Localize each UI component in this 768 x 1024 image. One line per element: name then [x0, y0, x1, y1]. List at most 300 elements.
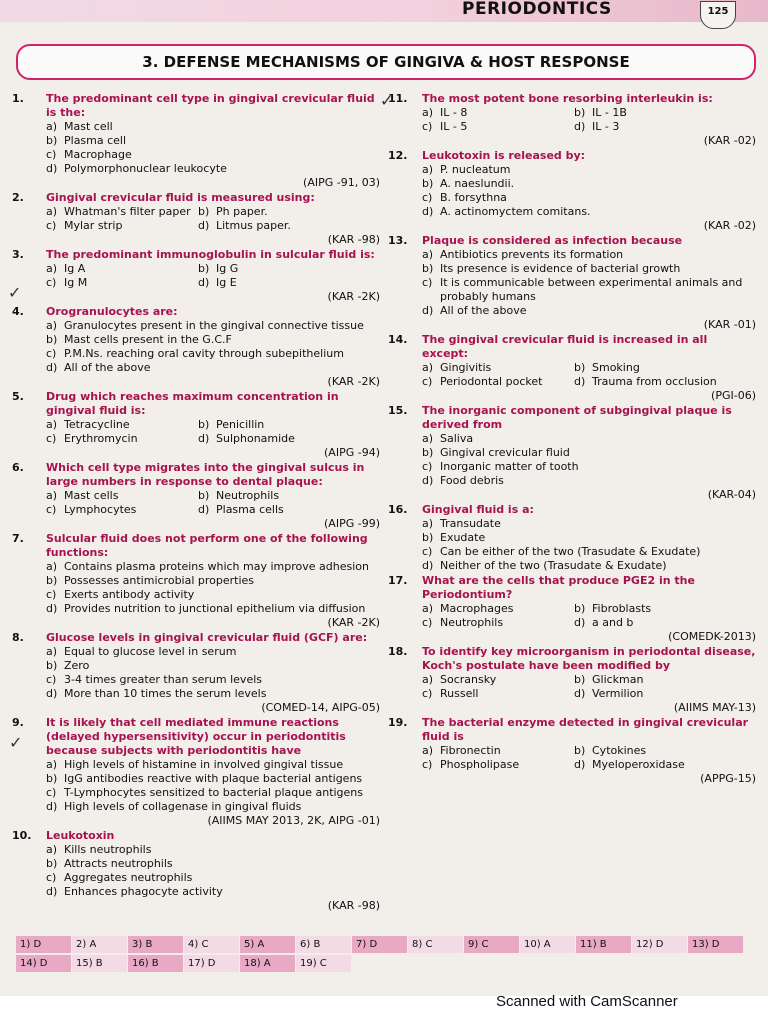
option	[46, 885, 380, 899]
option-text: IL - 5	[440, 120, 468, 133]
question	[388, 645, 756, 715]
pen-tick-mark: ✓	[380, 91, 394, 110]
question	[388, 149, 756, 233]
option-letter: c)	[46, 588, 57, 601]
exam-reference: (AIPG -99)	[324, 517, 380, 530]
option-letter: c)	[422, 120, 433, 133]
left-column	[12, 92, 380, 914]
option	[46, 134, 380, 148]
option-text: Can be either of the two (Trasudate & Exudate)	[440, 545, 701, 558]
answer-cell: 11) B	[576, 936, 631, 953]
option-text: Phospholipase	[440, 758, 520, 771]
option-text: Enhances phagocyte activity	[64, 885, 223, 898]
option-text: All of the above	[440, 304, 527, 317]
option-letter: b)	[198, 205, 210, 218]
option-letter: d)	[574, 687, 586, 700]
option	[46, 361, 380, 375]
option	[46, 333, 380, 347]
option	[422, 191, 756, 205]
question-number: 10.	[12, 829, 32, 842]
option	[422, 361, 574, 375]
option-letter: d)	[422, 304, 434, 317]
option	[46, 560, 380, 574]
exam-reference: (KAR -02)	[703, 219, 756, 232]
option-text: Gingival crevicular fluid	[440, 446, 570, 459]
option-text: P.M.Ns. reaching oral cavity through subepithelium	[64, 347, 344, 360]
question	[388, 333, 756, 403]
option-letter: c)	[422, 758, 433, 771]
option-letter: b)	[422, 177, 434, 190]
option	[46, 687, 380, 701]
option-letter: a)	[46, 489, 58, 502]
option	[422, 517, 756, 531]
option-letter: a)	[422, 432, 434, 445]
option-letter: c)	[46, 347, 57, 360]
question	[12, 92, 380, 190]
answer-cell: 19) C	[296, 955, 351, 972]
option-letter: c)	[46, 219, 57, 232]
option	[198, 205, 380, 219]
option-text: A. actinomyctem comitans.	[440, 205, 591, 218]
option	[198, 418, 380, 432]
option-letter: d)	[574, 616, 586, 629]
option-letter: a)	[422, 248, 434, 261]
question-stem	[388, 716, 756, 744]
option-letter: c)	[46, 673, 57, 686]
options	[422, 744, 756, 772]
option-text: High levels of histamine in involved gingival tissue	[64, 758, 344, 771]
options	[46, 758, 380, 814]
question-number: 2.	[12, 191, 24, 204]
option-text: Penicillin	[216, 418, 265, 431]
option	[422, 673, 574, 687]
option-letter: c)	[46, 503, 57, 516]
option-text: Mast cells	[64, 489, 119, 502]
exam-reference: (KAR -2K)	[327, 290, 380, 303]
option-text: Neutrophils	[216, 489, 280, 502]
option	[198, 262, 380, 276]
header-band	[0, 0, 768, 22]
question-stem	[388, 92, 756, 106]
option-letter: b)	[198, 262, 210, 275]
option-letter: a)	[46, 843, 58, 856]
answer-cell: 16) B	[128, 955, 183, 972]
options	[422, 432, 756, 488]
option-letter: d)	[198, 276, 210, 289]
option-text: Macrophage	[64, 148, 132, 161]
option-letter: c)	[422, 460, 433, 473]
options	[46, 319, 380, 375]
option-text: T-Lymphocytes sensitized to bacterial plaque antigens	[64, 786, 364, 799]
question-number: 4.	[12, 305, 24, 318]
exam-reference: (KAR -98)	[327, 233, 380, 246]
question-stem	[12, 716, 380, 758]
option	[422, 545, 756, 559]
option-text: IL - 8	[440, 106, 468, 119]
answer-cell: 1) D	[16, 936, 71, 953]
answer-cell: 10) A	[520, 936, 575, 953]
exam-reference: (AIIMS MAY-13)	[673, 701, 756, 714]
question-stem	[12, 390, 380, 418]
options	[422, 602, 756, 630]
options	[422, 361, 756, 389]
option-text: Ig E	[216, 276, 237, 289]
question-number: 12.	[388, 149, 408, 162]
option	[198, 219, 380, 233]
option-text: Ig G	[216, 262, 239, 275]
exam-reference: (COMEDK-2013)	[668, 630, 756, 643]
question-text: What are the cells that produce PGE2 in the Periodontium?	[422, 574, 695, 601]
question-number: 17.	[388, 574, 408, 587]
exam-reference: (KAR -02)	[703, 134, 756, 147]
question-stem	[12, 191, 380, 205]
option-letter: a)	[46, 120, 58, 133]
option	[46, 347, 380, 361]
question	[12, 461, 380, 531]
options	[422, 517, 756, 573]
option	[422, 446, 756, 460]
question-stem	[12, 829, 380, 843]
answer-cell: 7) D	[352, 936, 407, 953]
option-text: Glickman	[592, 673, 644, 686]
answer-cell: 18) A	[240, 955, 295, 972]
question-text: Orogranulocytes are:	[46, 305, 178, 318]
option	[574, 758, 756, 772]
option	[46, 659, 380, 673]
exam-reference: (AIPG -94)	[324, 446, 380, 459]
options	[46, 645, 380, 701]
question	[12, 716, 380, 828]
question-stem	[388, 503, 756, 517]
question-text: Drug which reaches maximum concentration in gingival fluid is:	[46, 390, 339, 417]
option-letter: b)	[422, 262, 434, 275]
option-letter: a)	[422, 517, 434, 530]
option-text: Smoking	[592, 361, 640, 374]
option	[46, 800, 380, 814]
question	[12, 631, 380, 715]
answer-cell: 4) C	[184, 936, 239, 953]
question	[12, 248, 380, 304]
option-letter: c)	[46, 432, 57, 445]
option-text: Zero	[64, 659, 90, 672]
option-letter: d)	[574, 758, 586, 771]
option	[46, 219, 198, 233]
options	[46, 205, 380, 233]
exam-reference: (PGI-06)	[711, 389, 756, 402]
option	[46, 262, 198, 276]
option	[46, 673, 380, 687]
option-letter: d)	[574, 120, 586, 133]
option	[46, 857, 380, 871]
option	[198, 432, 380, 446]
answer-cell: 17) D	[184, 955, 239, 972]
option-text: Sulphonamide	[216, 432, 295, 445]
option-text: Neither of the two (Trasudate & Exudate)	[440, 559, 667, 572]
option-letter: b)	[574, 106, 586, 119]
exam-reference: (APPG-15)	[700, 772, 756, 785]
question-stem	[12, 92, 380, 120]
option-letter: b)	[422, 531, 434, 544]
question-stem	[388, 333, 756, 361]
answer-key	[16, 936, 760, 974]
option-letter: b)	[46, 574, 58, 587]
question-text: The predominant immunoglobulin in sulcular fluid is:	[46, 248, 375, 261]
option-text: A. naeslundii.	[440, 177, 515, 190]
option-letter: d)	[574, 375, 586, 388]
question-stem	[388, 404, 756, 432]
question-number: 3.	[12, 248, 24, 261]
question-number: 5.	[12, 390, 24, 403]
answer-cell: 13) D	[688, 936, 743, 953]
option-letter: b)	[574, 602, 586, 615]
option	[46, 843, 380, 857]
option	[574, 120, 756, 134]
answer-cell: 5) A	[240, 936, 295, 953]
option-letter: a)	[422, 361, 434, 374]
option-letter: b)	[46, 857, 58, 870]
options	[422, 248, 756, 318]
scanner-watermark: Scanned with CamScanner	[496, 993, 678, 1010]
option-text: Russell	[440, 687, 479, 700]
option-text: Plasma cells	[216, 503, 284, 516]
option	[46, 503, 198, 517]
question-text: Leukotoxin is released by:	[422, 149, 586, 162]
option-text: All of the above	[64, 361, 151, 374]
exam-reference: (AIIMS MAY 2013, 2K, AIPG -01)	[207, 814, 380, 827]
option-text: More than 10 times the serum levels	[64, 687, 267, 700]
option	[574, 375, 756, 389]
option	[198, 503, 380, 517]
question-text: Sulcular fluid does not perform one of the following functions:	[46, 532, 368, 559]
question-text: To identify key microorganism in periodontal disease, Koch's postulate have been modified by	[422, 645, 756, 672]
question-number: 9.	[12, 716, 24, 729]
option-text: Food debris	[440, 474, 504, 487]
question-stem	[388, 645, 756, 673]
option-letter: a)	[46, 645, 58, 658]
question	[12, 390, 380, 460]
option	[422, 474, 756, 488]
option-text: Ph paper.	[216, 205, 268, 218]
question-number: 15.	[388, 404, 408, 417]
option-letter: d)	[198, 503, 210, 516]
answer-row	[16, 955, 760, 974]
question-stem	[12, 631, 380, 645]
option-letter: d)	[422, 205, 434, 218]
option-text: Litmus paper.	[216, 219, 291, 232]
option-letter: c)	[46, 871, 57, 884]
options	[46, 418, 380, 446]
option	[422, 276, 756, 304]
option	[46, 489, 198, 503]
option	[574, 361, 756, 375]
option	[46, 645, 380, 659]
option-letter: a)	[422, 744, 434, 757]
option-letter: b)	[46, 772, 58, 785]
option	[46, 786, 380, 800]
option	[422, 687, 574, 701]
option-letter: c)	[46, 276, 57, 289]
option-text: Saliva	[440, 432, 474, 445]
option	[422, 432, 756, 446]
option	[46, 772, 380, 786]
option-letter: d)	[46, 162, 58, 175]
option-text: P. nucleatum	[440, 163, 511, 176]
option-letter: b)	[46, 134, 58, 147]
option-letter: b)	[574, 361, 586, 374]
option-letter: a)	[46, 319, 58, 332]
option	[46, 432, 198, 446]
option	[46, 276, 198, 290]
option	[574, 673, 756, 687]
option-letter: a)	[422, 602, 434, 615]
option-text: Contains plasma proteins which may improve adhesion	[64, 560, 369, 573]
option-text: Trauma from occlusion	[592, 375, 717, 388]
option-text: Ig M	[64, 276, 88, 289]
question-text: Leukotoxin	[46, 829, 115, 842]
option	[422, 106, 574, 120]
exam-reference: (AIPG -91, 03)	[303, 176, 380, 189]
option-text: Mast cell	[64, 120, 113, 133]
option-text: Provides nutrition to junctional epithelium via diffusion	[64, 602, 366, 615]
option	[574, 687, 756, 701]
option	[46, 418, 198, 432]
option-letter: c)	[422, 687, 433, 700]
exam-reference: (KAR -2K)	[327, 375, 380, 388]
question-text: It is likely that cell mediated immune reactions (delayed hypersensitivity) occur in periodontitis because subjects with periodontitis have	[46, 716, 346, 757]
question-stem	[12, 532, 380, 560]
option	[46, 120, 380, 134]
right-column	[388, 92, 756, 787]
answer-cell: 6) B	[296, 936, 351, 953]
option-text: Granulocytes present in the gingival connective tissue	[64, 319, 364, 332]
option-text: Fibroblasts	[592, 602, 652, 615]
option	[574, 106, 756, 120]
option-text: Macrophages	[440, 602, 514, 615]
option	[422, 531, 756, 545]
question	[388, 716, 756, 786]
option-letter: a)	[422, 673, 434, 686]
question-text: The predominant cell type in gingival crevicular fluid is the:	[46, 92, 375, 119]
answer-cell: 14) D	[16, 955, 71, 972]
option-letter: a)	[46, 418, 58, 431]
option	[422, 460, 756, 474]
option-text: Exudate	[440, 531, 486, 544]
option	[422, 248, 756, 262]
pen-tick-mark: ✓	[8, 283, 22, 302]
option-letter: d)	[46, 885, 58, 898]
option-text: High levels of collagenase in gingival fluids	[64, 800, 302, 813]
option-text: Aggregates neutrophils	[64, 871, 193, 884]
question-stem	[388, 234, 756, 248]
option-letter: a)	[46, 560, 58, 573]
question-number: 6.	[12, 461, 24, 474]
option-text: a and b	[592, 616, 634, 629]
answer-cell: 2) A	[72, 936, 127, 953]
option-text: Neutrophils	[440, 616, 504, 629]
question-text: Glucose levels in gingival crevicular fluid (GCF) are:	[46, 631, 368, 644]
option-letter: b)	[46, 333, 58, 346]
question-stem	[12, 461, 380, 489]
option	[574, 744, 756, 758]
option	[46, 148, 380, 162]
question-number: 19.	[388, 716, 408, 729]
option-text: IgG antibodies reactive with plaque bacterial antigens	[64, 772, 363, 785]
option	[422, 375, 574, 389]
question-text: The inorganic component of subgingival plaque is derived from	[422, 404, 732, 431]
question-text: The bacterial enzyme detected in gingival crevicular fluid is	[422, 716, 749, 743]
option-text: Attracts neutrophils	[64, 857, 173, 870]
option	[574, 616, 756, 630]
option-text: Periodontal pocket	[440, 375, 543, 388]
section-heading-box	[16, 44, 756, 80]
option	[422, 616, 574, 630]
option-text: Possesses antimicrobial properties	[64, 574, 255, 587]
running-header: PERIODONTICS	[462, 0, 612, 19]
question	[388, 92, 756, 148]
exam-reference: (KAR -2K)	[327, 616, 380, 629]
option	[422, 262, 756, 276]
option	[422, 559, 756, 573]
question	[12, 532, 380, 630]
option	[46, 602, 380, 616]
option-letter: d)	[422, 474, 434, 487]
option-letter: b)	[198, 418, 210, 431]
option	[422, 120, 574, 134]
option-text: Exerts antibody activity	[64, 588, 195, 601]
exam-reference: (KAR -98)	[327, 899, 380, 912]
option-letter: b)	[574, 673, 586, 686]
option	[198, 276, 380, 290]
question-number: 11.	[388, 92, 408, 105]
option	[46, 162, 380, 176]
option	[422, 205, 756, 219]
option-text: Fibronectin	[440, 744, 501, 757]
answer-cell: 9) C	[464, 936, 519, 953]
question-number: 16.	[388, 503, 408, 516]
option-letter: c)	[422, 616, 433, 629]
option-text: Equal to glucose level in serum	[64, 645, 237, 658]
options	[46, 560, 380, 616]
option-letter: b)	[198, 489, 210, 502]
option	[46, 871, 380, 885]
page-number: 125	[700, 1, 736, 29]
options	[46, 489, 380, 517]
option-letter: d)	[422, 559, 434, 572]
answer-cell: 3) B	[128, 936, 183, 953]
pen-tick-mark: ✓	[9, 733, 23, 752]
option-letter: c)	[422, 375, 433, 388]
option-letter: a)	[46, 262, 58, 275]
question-text: Which cell type migrates into the gingival sulcus in large numbers in response to dental plaque:	[46, 461, 365, 488]
exam-reference: (KAR -01)	[703, 318, 756, 331]
question-number: 8.	[12, 631, 24, 644]
exam-reference: (KAR-04)	[707, 488, 756, 501]
option	[422, 163, 756, 177]
options	[422, 106, 756, 134]
option-text: Myeloperoxidase	[592, 758, 685, 771]
option-letter: d)	[46, 361, 58, 374]
option-text: Kills neutrophils	[64, 843, 152, 856]
option-letter: c)	[46, 786, 57, 799]
option	[574, 602, 756, 616]
option-text: Lymphocytes	[64, 503, 137, 516]
option	[46, 588, 380, 602]
question	[388, 503, 756, 573]
option-text: Inorganic matter of tooth	[440, 460, 579, 473]
question-stem	[12, 305, 380, 319]
question-number: 13.	[388, 234, 408, 247]
option-text: Mylar strip	[64, 219, 123, 232]
